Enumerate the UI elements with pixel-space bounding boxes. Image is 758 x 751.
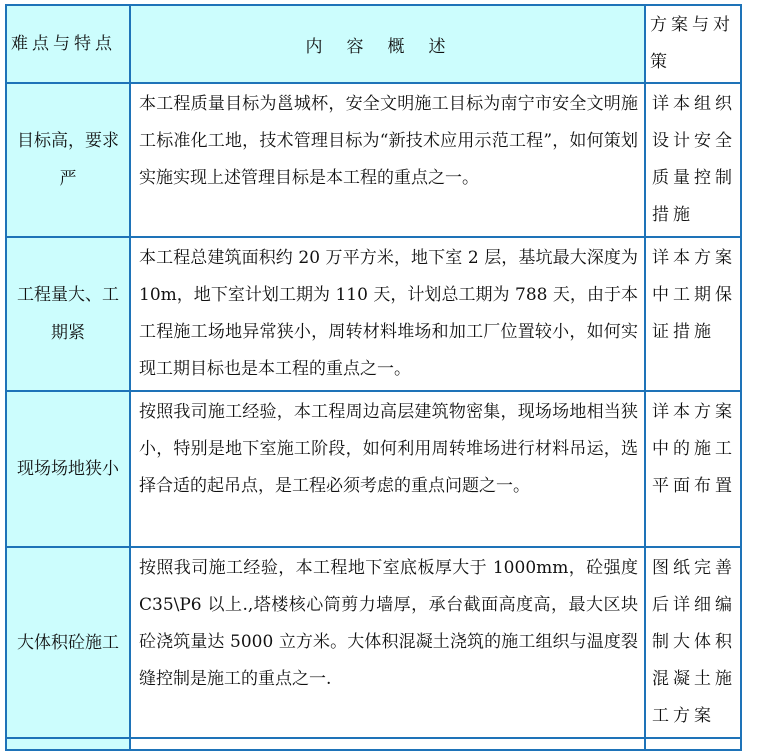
row-category-empty	[6, 738, 130, 750]
row-measure: 详本方案中的施工平面布置	[645, 391, 741, 547]
table-row	[6, 83, 741, 237]
table-row	[6, 391, 741, 547]
table-row-partial	[6, 738, 741, 750]
table-row	[6, 237, 741, 391]
header-solution: 方案与对策	[645, 5, 741, 83]
difficulty-table	[5, 4, 742, 751]
row-category: 工程量大、工期紧	[6, 237, 130, 391]
row-measure: 图纸完善后详细编制大体积混凝土施工方案	[645, 547, 741, 738]
row-measure: 详本组织设计安全质量控制措施	[645, 83, 741, 237]
header-difficulty: 难点与特点	[6, 5, 130, 83]
row-measure-empty	[645, 738, 741, 750]
header-content-summary: 内容概述	[130, 5, 645, 83]
table-header-row	[6, 5, 741, 83]
row-category: 大体积砼施工	[6, 547, 130, 738]
row-category: 目标高，要求严	[6, 83, 130, 237]
row-content: 按照我司施工经验，本工程周边高层建筑物密集，现场场地相当狭小，特别是地下室施工阶段，如何利用周转堆场进行材料吊运，选择合适的起吊点，是工程必须考虑的重点问题之一。	[130, 391, 645, 547]
table-row	[6, 547, 741, 738]
row-measure: 详本方案中工期保证措施	[645, 237, 741, 391]
row-category: 现场场地狭小	[6, 391, 130, 547]
row-content: 按照我司施工经验，本工程地下室底板厚大于 1000mm，砼强度 C35\P6 以上.,塔楼核心筒剪力墙厚，承台截面高度高，最大区块砼浇筑量达 5000 立方米。大体积混凝土浇筑的施工组织与温度裂缝控制是施工的重点之一.	[130, 547, 645, 738]
row-content-empty	[130, 738, 645, 750]
row-content: 本工程质量目标为邕城杯，安全文明施工目标为南宁市安全文明施工标准化工地，技术管理目标为“新技术应用示范工程”，如何策划实施实现上述管理目标是本工程的重点之一。	[130, 83, 645, 237]
row-content: 本工程总建筑面积约 20 万平方米，地下室 2 层，基坑最大深度为 10m，地下室计划工期为 110 天，计划总工期为 788 天，由于本工程施工场地异常狭小，周转材料堆场和加工厂位置较小，如何实现工期目标也是本工程的重点之一。	[130, 237, 645, 391]
